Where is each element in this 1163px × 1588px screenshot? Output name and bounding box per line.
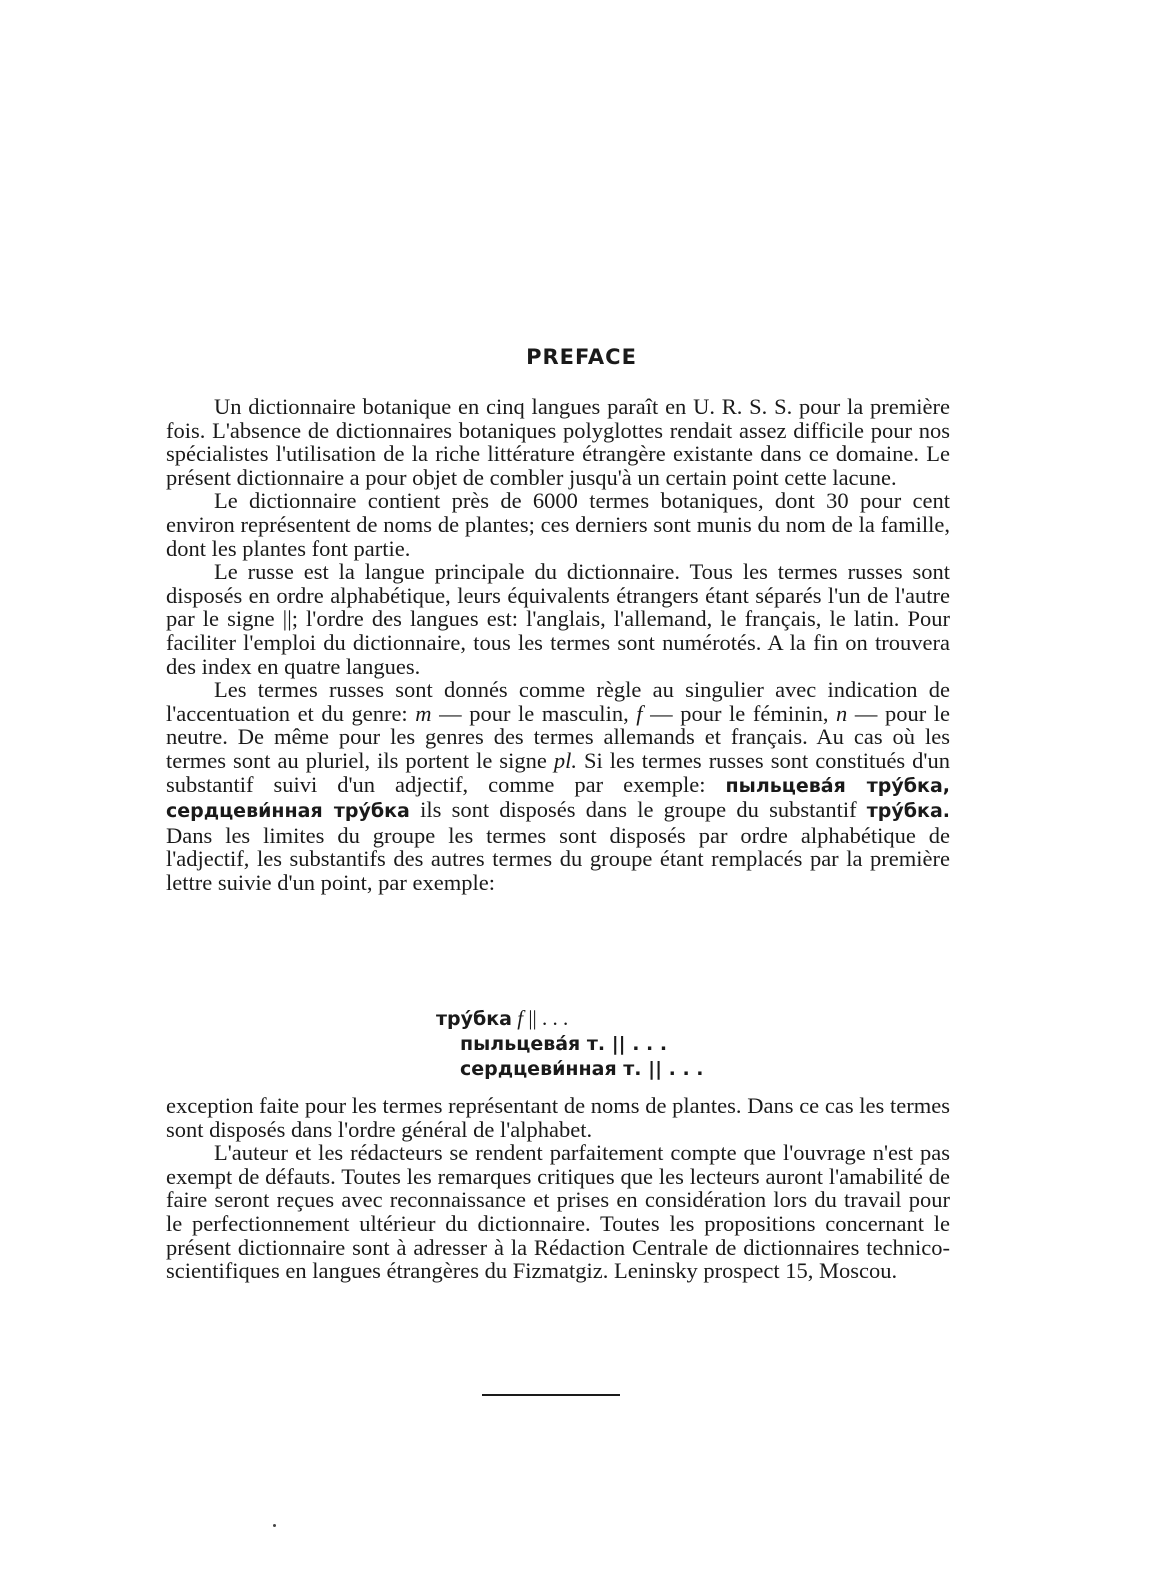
- print-speck: [273, 1524, 276, 1527]
- plural-mark: pl.: [553, 747, 577, 773]
- paragraph-4-text: — pour le masculin,: [431, 700, 637, 726]
- paragraph-4-text: ils sont disposés dans le groupe du substantif: [409, 797, 867, 823]
- gender-masculine-mark: m: [415, 700, 432, 726]
- gender-feminine-mark: f: [636, 700, 643, 726]
- example-separator: || . . .: [523, 1006, 569, 1030]
- closing-rule-divider: [482, 1394, 620, 1396]
- paragraph-2: Le dictionnaire contient près de 6000 termes botaniques, dont 30 pour cent environ représentent de noms de plantes; ces derniers sont munis du nom de la famille, dont les plantes font partie.: [166, 488, 950, 561]
- page-title: PREFACE: [526, 345, 637, 369]
- paragraph-4-text: Dans les limites du groupe les termes sont disposés par ordre alphabétique de l'adjectif, les substantifs des autres termes du groupe étant remplacés par la première lettre suivie d'un point, par exemple:: [166, 822, 950, 895]
- paragraph-1: Un dictionnaire botanique en cinq langues paraît en U. R. S. S. pour la première fois. L'absence de dictionnaires botaniques polyglottes rendait assez difficile pour nos spécialistes l'utilisation de la riche littérature étrangère existante dans ce domaine. Le présent dictionnaire a pour objet de combler jusqu'à un certain point cette lacune.: [166, 394, 950, 490]
- paragraph-3: Le russe est la langue principale du dictionnaire. Tous les termes russes sont disposés en ordre alphabétique, leurs équivalents étrangers étant séparés l'un de l'autre par le signe ||; l'ordre des langues est: l'anglais, l'allemand, le français, le latin. Pour faciliter l'emploi du dictionnaire, tous les termes sont numérotés. A la fin on trouvera des index en quatre langues.: [166, 559, 950, 679]
- paragraph-4: [166, 678, 950, 894]
- preface-body-bottom: [166, 1094, 950, 1283]
- example-line-3: сердцеви́нная т. || . . .: [460, 1058, 704, 1080]
- paragraph-4-text: — pour le neutre. De même pour les genres des termes allemands et français. Au cas où les termes sont au pluriel, ils portent le signe: [166, 700, 951, 773]
- gender-neuter-mark: n: [836, 700, 848, 726]
- example-line-1: [436, 1006, 704, 1032]
- example-headword: тру́бка: [436, 1008, 512, 1030]
- russian-example-terms: пыльцева́я тру́бка, сердцеви́нная тру́бка: [166, 774, 950, 823]
- example-entry-group: [436, 1006, 704, 1082]
- preface-body-top: [166, 395, 950, 894]
- paragraph-4-text: Les termes russes sont donnés comme règle au singulier avec indication de l'accentuation et du genre:: [166, 677, 950, 726]
- paragraph-6: L'auteur et les rédacteurs se rendent parfaitement compte que l'ouvrage n'est pas exempt de défauts. Toutes les remarques critiques que les lecteurs auront l'amabilité de faire seront reçues avec reconnaissance et prises en considération lors du travail pour le perfectionnement ultérieur du dictionnaire. Toutes les propositions concernant le présent dictionnaire sont à adresser à la Rédaction Centrale de dictionnaires technico-scientifiques en langues étrangères du Fizmatgiz. Leninsky prospect 15, Moscou.: [166, 1140, 950, 1284]
- russian-substantive: тру́бка.: [866, 800, 950, 823]
- example-gender: f: [517, 1006, 524, 1030]
- paragraph-4-text: Si les termes russes sont constitués d'un substantif suivi d'un adjectif, comme par exemple:: [166, 747, 950, 797]
- paragraph-5: exception faite pour les termes représentant de noms de plantes. Dans ce cas les termes sont disposés dans l'ordre général de l'alphabet.: [166, 1093, 950, 1142]
- paragraph-4-text: — pour le féminin,: [642, 700, 837, 726]
- example-line-2: пыльцева́я т. || . . .: [460, 1033, 668, 1055]
